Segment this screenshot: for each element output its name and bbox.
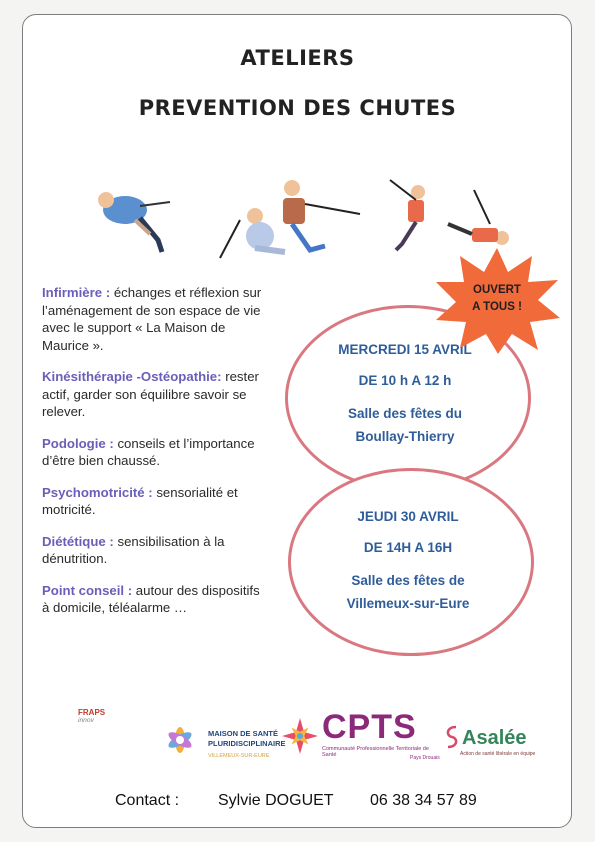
tripping-person-figure [390, 180, 425, 250]
msp-flower-icon [158, 718, 202, 762]
msp-line2: PLURIDISCIPLINAIRE [208, 739, 286, 748]
cpts-region: Pays Drouais [410, 755, 440, 761]
session-1-day: MERCREDI 15 AVRIL [338, 342, 472, 357]
service-category: Diététique : [42, 533, 114, 549]
service-description: autour des dispositifs à domicile, téléalarme … [42, 582, 260, 615]
session-circle-2 [288, 468, 534, 656]
session-2-place-line1: Salle des fêtes de [351, 573, 465, 588]
title-prevention: PREVENTION DES CHUTES [138, 96, 457, 120]
fraps-logo-sub: innov [78, 717, 94, 724]
services-list [42, 284, 267, 631]
fraps-logo [78, 708, 105, 724]
msp-logo-text [208, 729, 286, 749]
asalee-swirl-icon [444, 724, 460, 750]
session-2-time: DE 14H A 16H [363, 540, 453, 555]
service-description: sensibilisation à la dénutrition. [42, 533, 225, 566]
service-infirmiere [42, 284, 267, 354]
contact-name: Sylvie DOGUET [218, 792, 334, 809]
falling-woman-figure [98, 192, 170, 252]
sitting-man-figure [220, 208, 285, 258]
badge-line2: A TOUS ! [472, 301, 522, 313]
fallen-person-figure [448, 190, 509, 245]
badge-line1: OUVERT [473, 284, 521, 296]
session-1-place-line1: Salle des fêtes du [347, 406, 463, 421]
asalee-logo-text: Asalée [462, 727, 527, 749]
service-point-conseil [42, 582, 267, 617]
contact-label: Contact : [115, 792, 180, 809]
session-1-time: DE 10 h A 12 h [358, 373, 452, 388]
service-psychomotricite [42, 484, 267, 519]
session-1-place-line2: Boullay-Thierry [355, 429, 455, 444]
msp-line1: MAISON DE SANTÉ [208, 729, 279, 738]
cpts-subtitle: Communauté Professionnelle Territoriale de Santé [322, 746, 429, 758]
service-description: sensorialité et motricité. [42, 484, 238, 517]
session-2-place-line2: Villemeux-sur-Eure [346, 596, 470, 611]
cpts-star-icon [280, 716, 320, 756]
service-category: Infirmière : [42, 285, 111, 300]
service-category: Psychomotricité : [42, 484, 153, 500]
asalee-subtitle: Action de santé libérale en équipe [460, 751, 536, 757]
service-category: Podologie : [42, 435, 114, 451]
title-ateliers: ATELIERS [240, 46, 355, 70]
cpts-logo-text: CPTS [322, 708, 417, 746]
service-description: rester actif, garder son équilibre savoir se relever. [42, 369, 259, 419]
service-description: échanges et réflexion sur l’aménagement de son espace de vie avec le support « La Maison de Maurice ». [42, 285, 262, 353]
service-description: conseils et l’importance d’être bien chaussé. [42, 435, 255, 468]
falling-man-figure [283, 180, 360, 250]
session-2-day: JEUDI 30 AVRIL [357, 509, 459, 524]
badge-text [452, 282, 542, 316]
msp-location: VILLEMEUX-SUR-EURE [208, 753, 270, 759]
contact-phone: 06 38 34 57 89 [370, 792, 477, 809]
fraps-logo-text: FRAPS [78, 708, 106, 717]
service-kinesitherapie [42, 368, 267, 421]
service-category: Point conseil : [42, 582, 133, 598]
service-dietetique [42, 533, 267, 568]
service-podologie [42, 435, 267, 470]
service-category: Kinésithérapie -Ostéopathie: [42, 369, 222, 384]
